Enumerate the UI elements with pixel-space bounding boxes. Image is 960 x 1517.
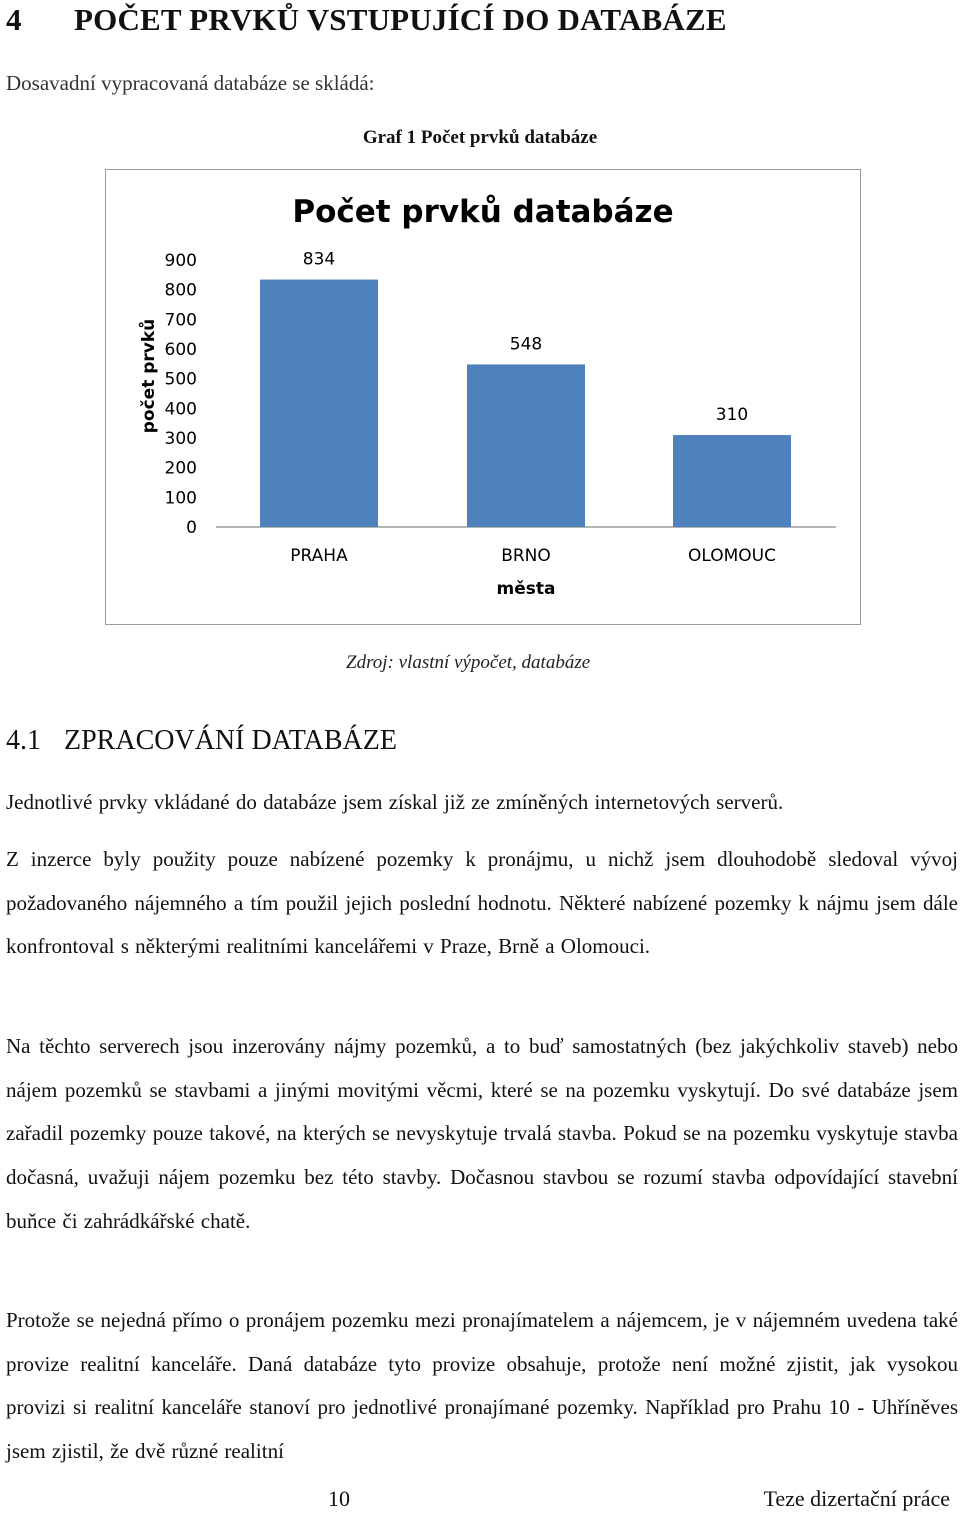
paragraph-4: Protože se nejedná přímo o pronájem pozemku mezi pronajímatelem a nájemcem, je v nájemném uvedena také provize realitní kanceláře. Daná databáze tyto provize obsahuje, protože není možné zjistit, jak vysokou provizi si realitní kanceláře stanoví pro jednotlivé pronajímané pozemky. Například pro Prahu 10 - Uhříněves jsem zjistil, že dvě různé realitní [6, 1308, 958, 1464]
chapter-number: 4 [6, 2, 22, 37]
paragraph-2: Z inzerce byly použity pouze nabízené pozemky k pronájmu, u nichž jsem dlouhodobě sledoval vývoj požadovaného nájemného a tím použil jejich poslední hodnotu. Některé nabízené pozemky k nájmu jsem dále konfrontoval s některými realitními kancelářemi v Praze, Brně a Olomouci. [6, 847, 958, 959]
paragraph-3: Na těchto serverech jsou inzerovány nájmy pozemků, a to buď samostatných (bez jakýchkoliv staveb) nebo nájem pozemků se stavbami a jinými movitými věcmi, které se na pozemku vyskytují. Do své databáze jsem zařadil pozemky pouze takové, na kterých se nevyskytuje trvalá stavba. Pokud se na pozemku vyskytuje stavba dočasná, uvažuji nájem pozemku bez této stavby. Dočasnou stavbou se rozumí stavba odpovídající stavební buňce či zahrádkářské chatě. [6, 1034, 958, 1233]
paragraph-1: Jednotlivé prvky vkládané do databáze jsem získal již ze zmíněných internetových serverů. [6, 790, 784, 814]
section-number: 4.1 [6, 725, 41, 756]
y-tick-label: 700 [164, 310, 197, 331]
y-tick-label: 600 [164, 340, 197, 360]
y-tick-label: 900 [164, 251, 197, 271]
chapter-heading [6, 2, 727, 38]
y-tick-label: 300 [164, 429, 197, 449]
page-number: 10 [328, 1486, 350, 1511]
y-tick-label: 200 [164, 458, 197, 479]
chart-x-axis-label: města [496, 579, 556, 599]
bar-chart [106, 170, 860, 624]
data-label-brno: 548 [509, 334, 543, 355]
chart-frame [105, 169, 861, 625]
section-heading [6, 725, 397, 757]
data-label-praha: 834 [302, 249, 336, 270]
chart-title: Počet prvků databáze [292, 194, 674, 230]
footer-doc-title: Teze dizertační práce [763, 1486, 950, 1511]
y-tick-label: 800 [164, 280, 197, 301]
x-tick-label-praha: PRAHA [290, 546, 348, 566]
y-tick-label: 100 [164, 488, 197, 509]
data-label-olomouc: 310 [715, 405, 749, 426]
chapter-title: POČET PRVKŮ VSTUPUJÍCÍ DO DATABÁZE [74, 2, 727, 37]
figure-source: Zdroj: vlastní výpočet, databáze [346, 652, 591, 673]
y-tick-label: 500 [164, 369, 197, 390]
bar-brno [467, 364, 585, 527]
bar-praha [260, 280, 378, 527]
section-title: ZPRACOVÁNÍ DATABÁZE [64, 725, 397, 756]
figure-caption: Graf 1 Počet prvků databáze [362, 127, 598, 148]
bar-olomouc [673, 435, 791, 527]
intro-text: Dosavadní vypracovaná databáze se skládá: [6, 71, 375, 95]
y-tick-label: 400 [164, 399, 197, 420]
x-tick-label-brno: BRNO [501, 546, 551, 566]
y-tick-label: 0 [186, 518, 197, 538]
chart-y-axis-label: počet prvků [139, 318, 159, 434]
x-tick-label-olomouc: OLOMOUC [688, 546, 776, 566]
